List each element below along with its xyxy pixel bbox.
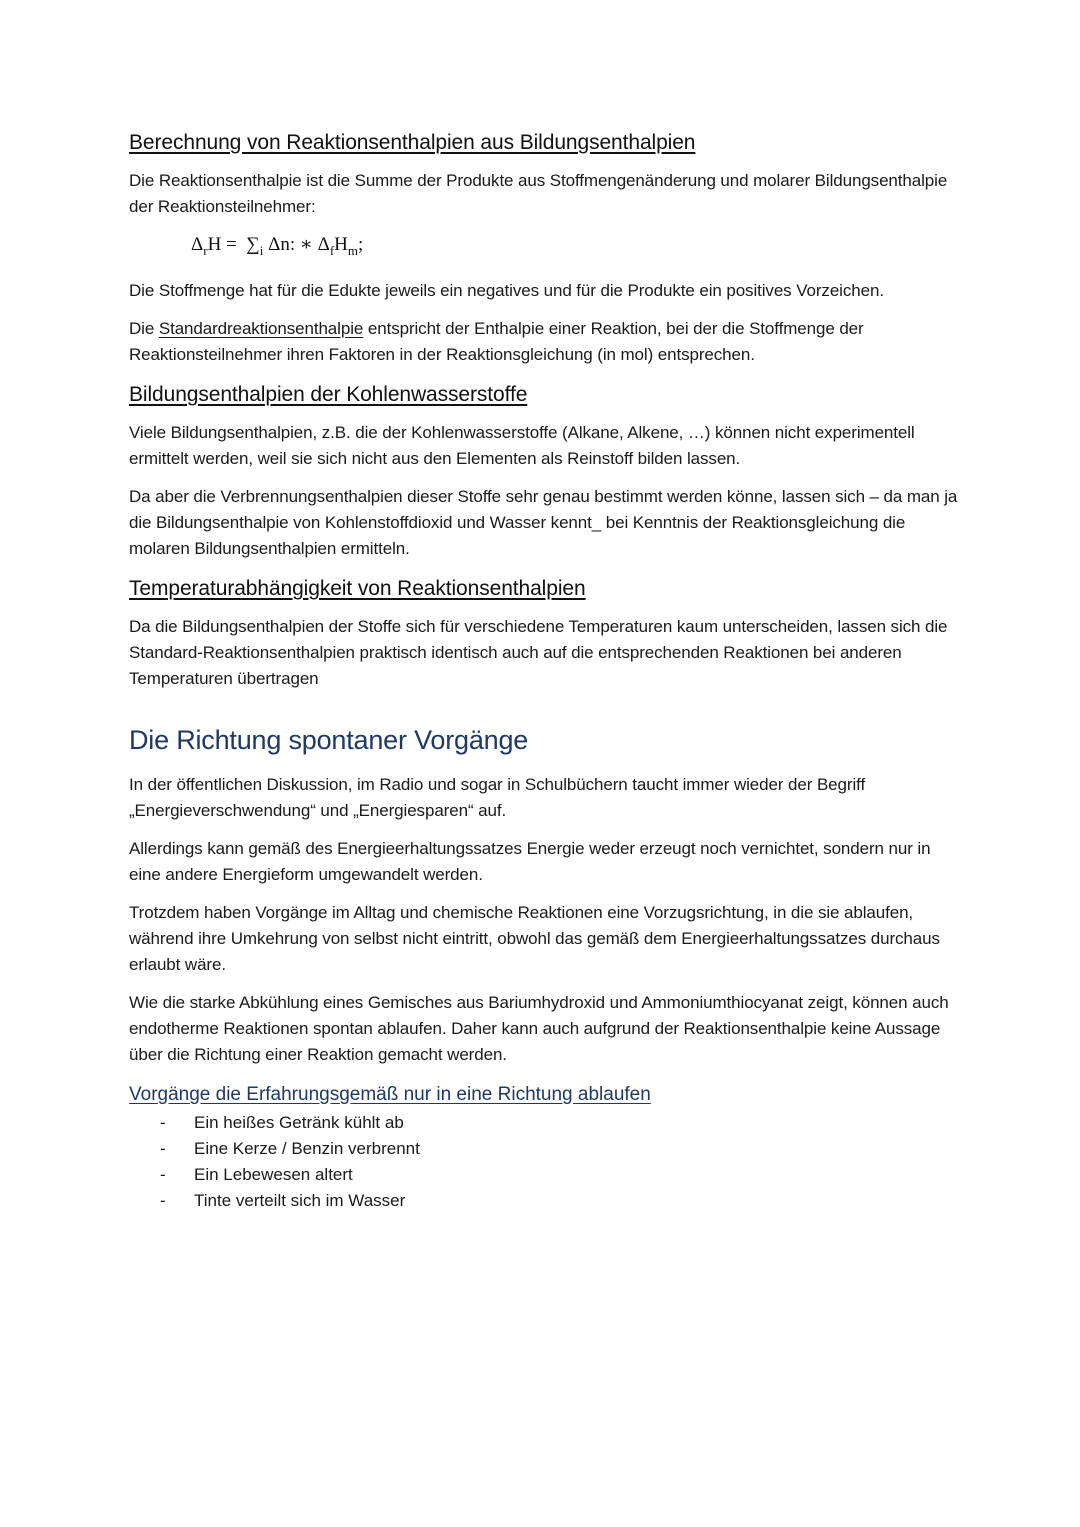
- list-item: - Ein heißes Getränk kühlt ab: [160, 1112, 404, 1132]
- list-item: - Ein Lebewesen altert: [160, 1164, 353, 1184]
- paragraph-vorzugsrichtung: Trotzdem haben Vorgänge im Alltag und chemische Reaktionen eine Vorzugsrichtung, in die sie ablaufen, während ihre Umkehrung von selbst nicht eintritt, obwohl das gemäß dem Energieerhaltungssatzes durchaus erlaubt wäre.: [129, 902, 940, 974]
- subheading-vorgaenge-eine-richtung: Vorgänge die Erfahrungsgemäß nur in eine Richtung ablaufen: [129, 1083, 651, 1105]
- list-vorgaenge: [129, 1110, 959, 1214]
- document-page: [129, 128, 959, 1214]
- paragraph-endotherme-reaktionen: Wie die starke Abkühlung eines Gemisches aus Bariumhydroxid und Ammoniumthiocyanat zeigt, können auch endotherme Reaktionen spontan ablaufen. Daher kann auch aufgrund der Reaktionsenthalpie keine Aussage über die Richtung einer Reaktion gemacht werden.: [129, 992, 949, 1064]
- formula-reaction-enthalpy: $\Delta_rH = \sum_i$ Δn: ∗ $\Delta_fH_m$;: [191, 234, 364, 258]
- paragraph-energieverschwendung: In der öffentlichen Diskussion, im Radio und sogar in Schulbüchern taucht immer wieder der Begriff „Energieverschwendung“ und „Energiesparen“ auf.: [129, 774, 866, 820]
- heading-richtung-spontaner-vorgaenge: Die Richtung spontaner Vorgänge: [129, 724, 529, 755]
- heading-kohlenwasserstoffe: Bildungsenthalpien der Kohlenwasserstoffe: [129, 382, 528, 406]
- paragraph-standardreaktionsenthalpie: Die Standardreaktionsenthalpie entspricht der Enthalpie einer Reaktion, bei der die Stoffmenge der Reaktionsteilnehmer ihren Faktoren in der Reaktionsgleichung (in mol) entsprechen.: [129, 318, 864, 364]
- paragraph-stoffmenge-vorzeichen: Die Stoffmenge hat für die Edukte jeweils ein negatives und für die Produkte ein positives Vorzeichen.: [129, 280, 884, 300]
- list-item: - Eine Kerze / Benzin verbrennt: [160, 1138, 420, 1158]
- heading-temperaturabhaengigkeit: Temperaturabhängigkeit von Reaktionsenthalpien: [129, 576, 586, 600]
- term-standardreaktionsenthalpie: Standardreaktionsenthalpie: [158, 318, 364, 338]
- heading-reaktionsenthalpien-berechnung: Berechnung von Reaktionsenthalpien aus Bildungsenthalpien: [129, 131, 696, 154]
- paragraph-temperaturabhaengigkeit: Da die Bildungsenthalpien der Stoffe sich für verschiedene Temperaturen kaum unterscheiden, lassen sich die Standard-Reaktionsenthalpien praktisch identisch auch auf die entsprechenden Reaktionen bei anderen Temperaturen übertragen: [129, 616, 948, 688]
- paragraph-kohlenwasserstoffe-1: Viele Bildungsenthalpien, z.B. die der Kohlenwasserstoffe (Alkane, Alkene, …) können nicht experimentell ermittelt werden, weil sie sich nicht aus den Elementen als Reinstoff bilden lassen.: [129, 422, 915, 468]
- paragraph-reaktionsenthalpie-definition: Die Reaktionsenthalpie ist die Summe der Produkte aus Stoffmengenänderung und molarer Bildungsenthalpie der Reaktionsteilnehmer:: [129, 171, 948, 216]
- list-item: - Tinte verteilt sich im Wasser: [160, 1190, 406, 1210]
- paragraph-energieerhaltung: Allerdings kann gemäß des Energieerhaltungssatzes Energie weder erzeugt noch vernichtet, sondern nur in eine andere Energieform umgewandelt werden.: [129, 838, 931, 884]
- paragraph-kohlenwasserstoffe-2: Da aber die Verbrennungsenthalpien dieser Stoffe sehr genau bestimmt werden könne, lassen sich – da man ja die Bildungsenthalpie von Kohlenstoffdioxid und Wasser kennt_ bei Kenntnis der Reaktionsgleichung die molaren Bildungsenthalpien ermitteln.: [129, 486, 958, 558]
